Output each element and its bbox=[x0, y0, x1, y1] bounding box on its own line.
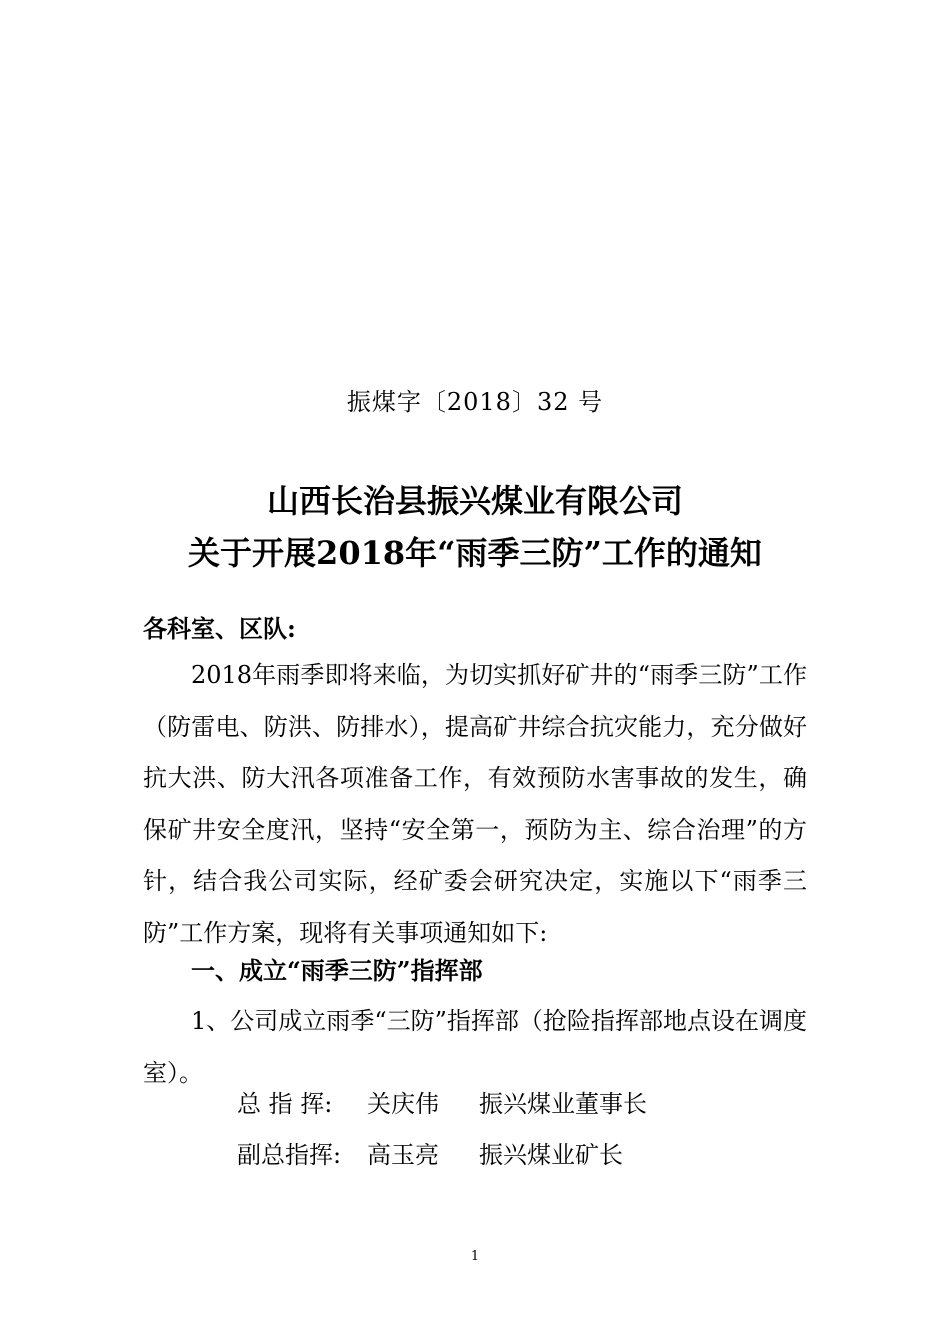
page-number: 1 bbox=[470, 1249, 480, 1264]
leader-title: 振兴煤业矿长 bbox=[479, 1141, 623, 1169]
leader-title: 振兴煤业董事长 bbox=[479, 1090, 647, 1118]
section-item-1: 1、公司成立雨季“三防”指挥部（抢险指挥部地点设在调度室）。 bbox=[143, 1007, 807, 1087]
leader-row-deputy bbox=[237, 1135, 623, 1170]
salutation: 各科室、区队: bbox=[143, 614, 296, 643]
document-number: 振煤字〔2018〕32 号 bbox=[346, 388, 604, 416]
leader-name: 高玉亮 bbox=[367, 1141, 439, 1169]
leader-role: 总 指 挥: bbox=[237, 1090, 333, 1118]
title-line-1: 山西长治县振兴煤业有限公司 bbox=[266, 482, 683, 520]
section-heading-1: 一、成立“雨季三防”指挥部 bbox=[191, 956, 483, 985]
title-line-2: 关于开展2018年“雨季三防”工作的通知 bbox=[188, 534, 762, 572]
leader-role: 副总指挥: bbox=[237, 1141, 342, 1169]
leader-row-chief bbox=[237, 1084, 647, 1119]
body-paragraph: 2018年雨季即将来临，为切实抓好矿井的“雨季三防”工作（防雷电、防洪、防排水），提高矿井综合抗灾能力，充分做好抗大洪、防大汛各项准备工作，有效预防水害事故的发生，确保矿井安全度汛，坚持“安全第一，预防为主、综合治理”的方针，结合我公司实际，经矿委会研究决定，实施以下“雨季三防”工作方案，现将有关事项通知如下: bbox=[143, 661, 807, 947]
leader-name: 关庆伟 bbox=[367, 1090, 439, 1118]
